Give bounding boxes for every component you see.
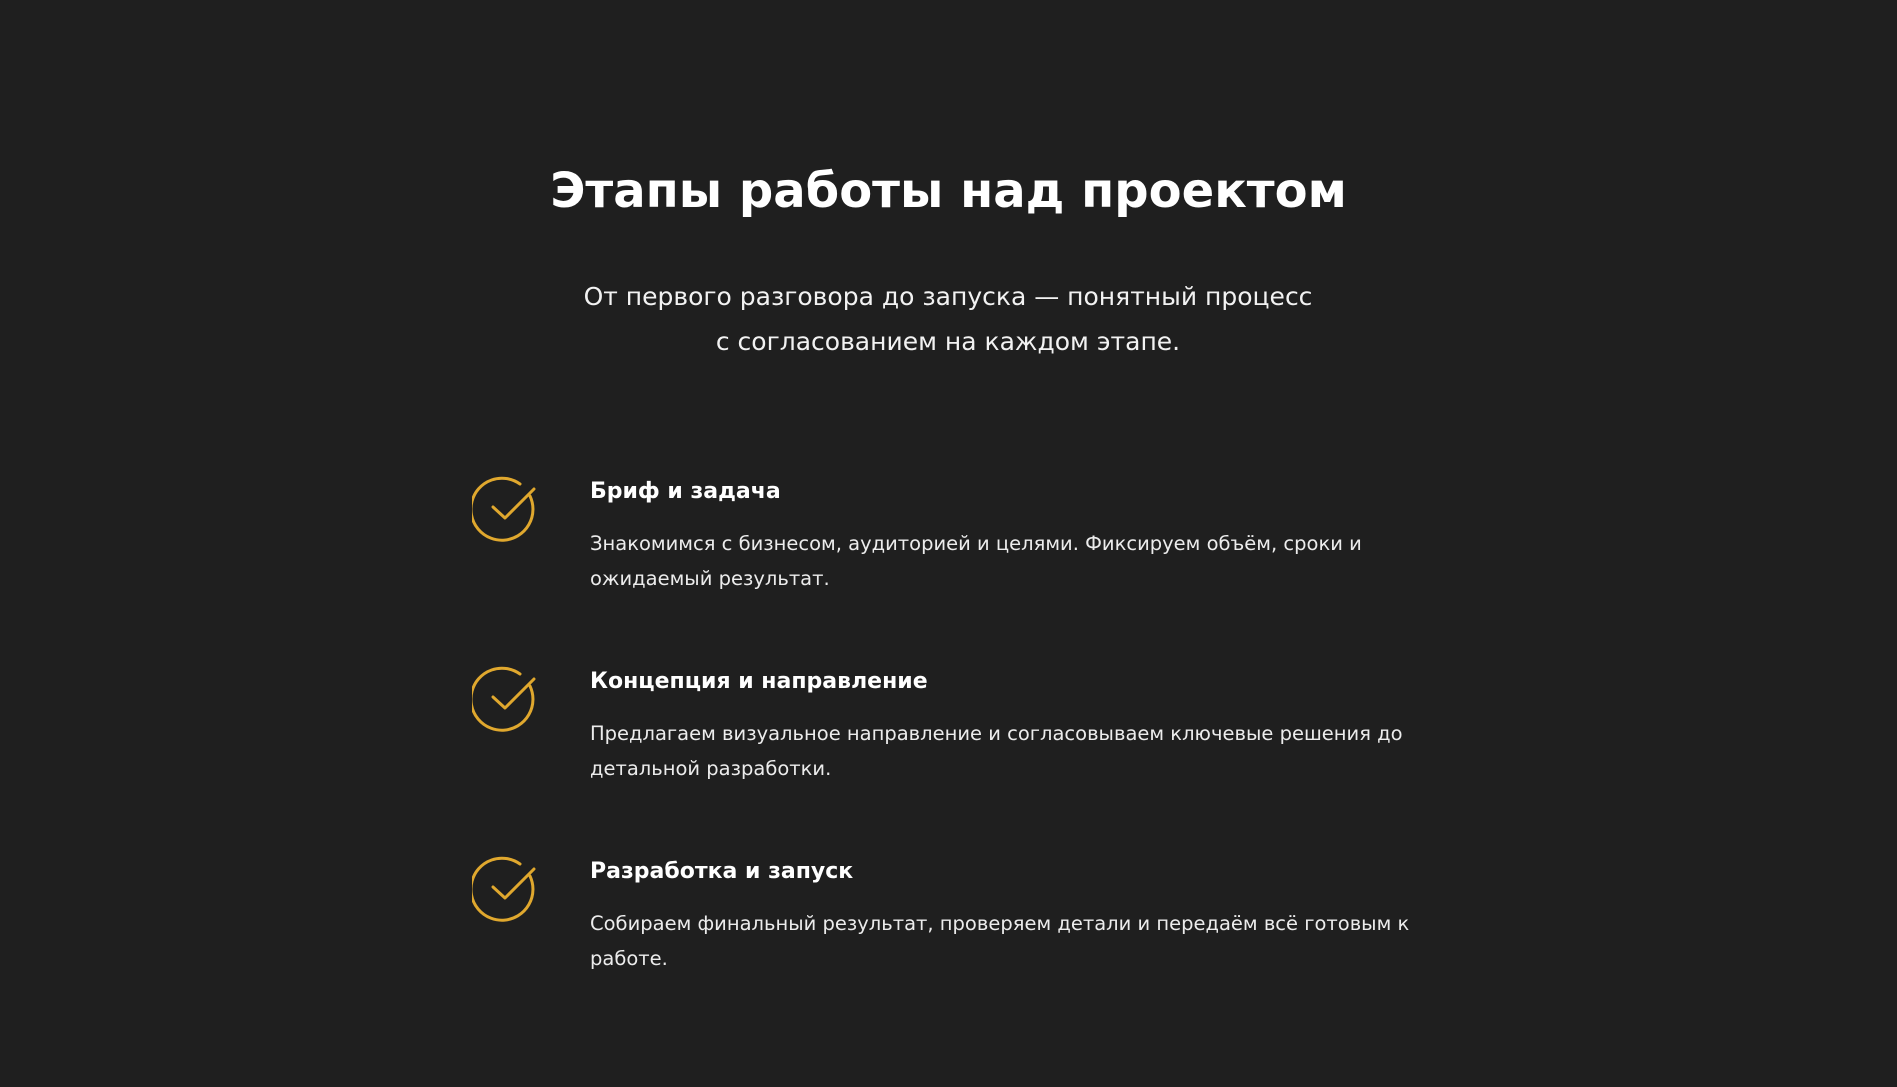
step-item bbox=[472, 472, 1452, 662]
subtitle-line-1: От первого разговора до запуска — понятный процесс bbox=[583, 282, 1313, 311]
step-title: Бриф и задача bbox=[590, 479, 781, 504]
step-item bbox=[472, 662, 1452, 852]
steps-list bbox=[472, 472, 1452, 1042]
step-description: Предлагаем визуальное направление и согласовываем ключевые решения до детальной разработки. bbox=[590, 722, 1403, 780]
step-title: Концепция и направление bbox=[590, 669, 928, 694]
check-circle-icon bbox=[472, 666, 540, 734]
step-description: Собираем финальный результат, проверяем детали и передаём всё готовым к работе. bbox=[590, 912, 1410, 970]
check-circle-icon bbox=[472, 476, 540, 544]
step-description: Знакомимся с бизнесом, аудиторией и целями. Фиксируем объём, сроки и ожидаемый результат. bbox=[590, 532, 1362, 590]
check-circle-icon bbox=[472, 856, 540, 924]
step-title: Разработка и запуск bbox=[590, 859, 854, 884]
subtitle-line-2: с согласованием на каждом этапе. bbox=[715, 327, 1181, 356]
section-subtitle bbox=[548, 274, 1348, 364]
section-title: Этапы работы над проектом bbox=[550, 163, 1347, 219]
step-item bbox=[472, 852, 1452, 1042]
